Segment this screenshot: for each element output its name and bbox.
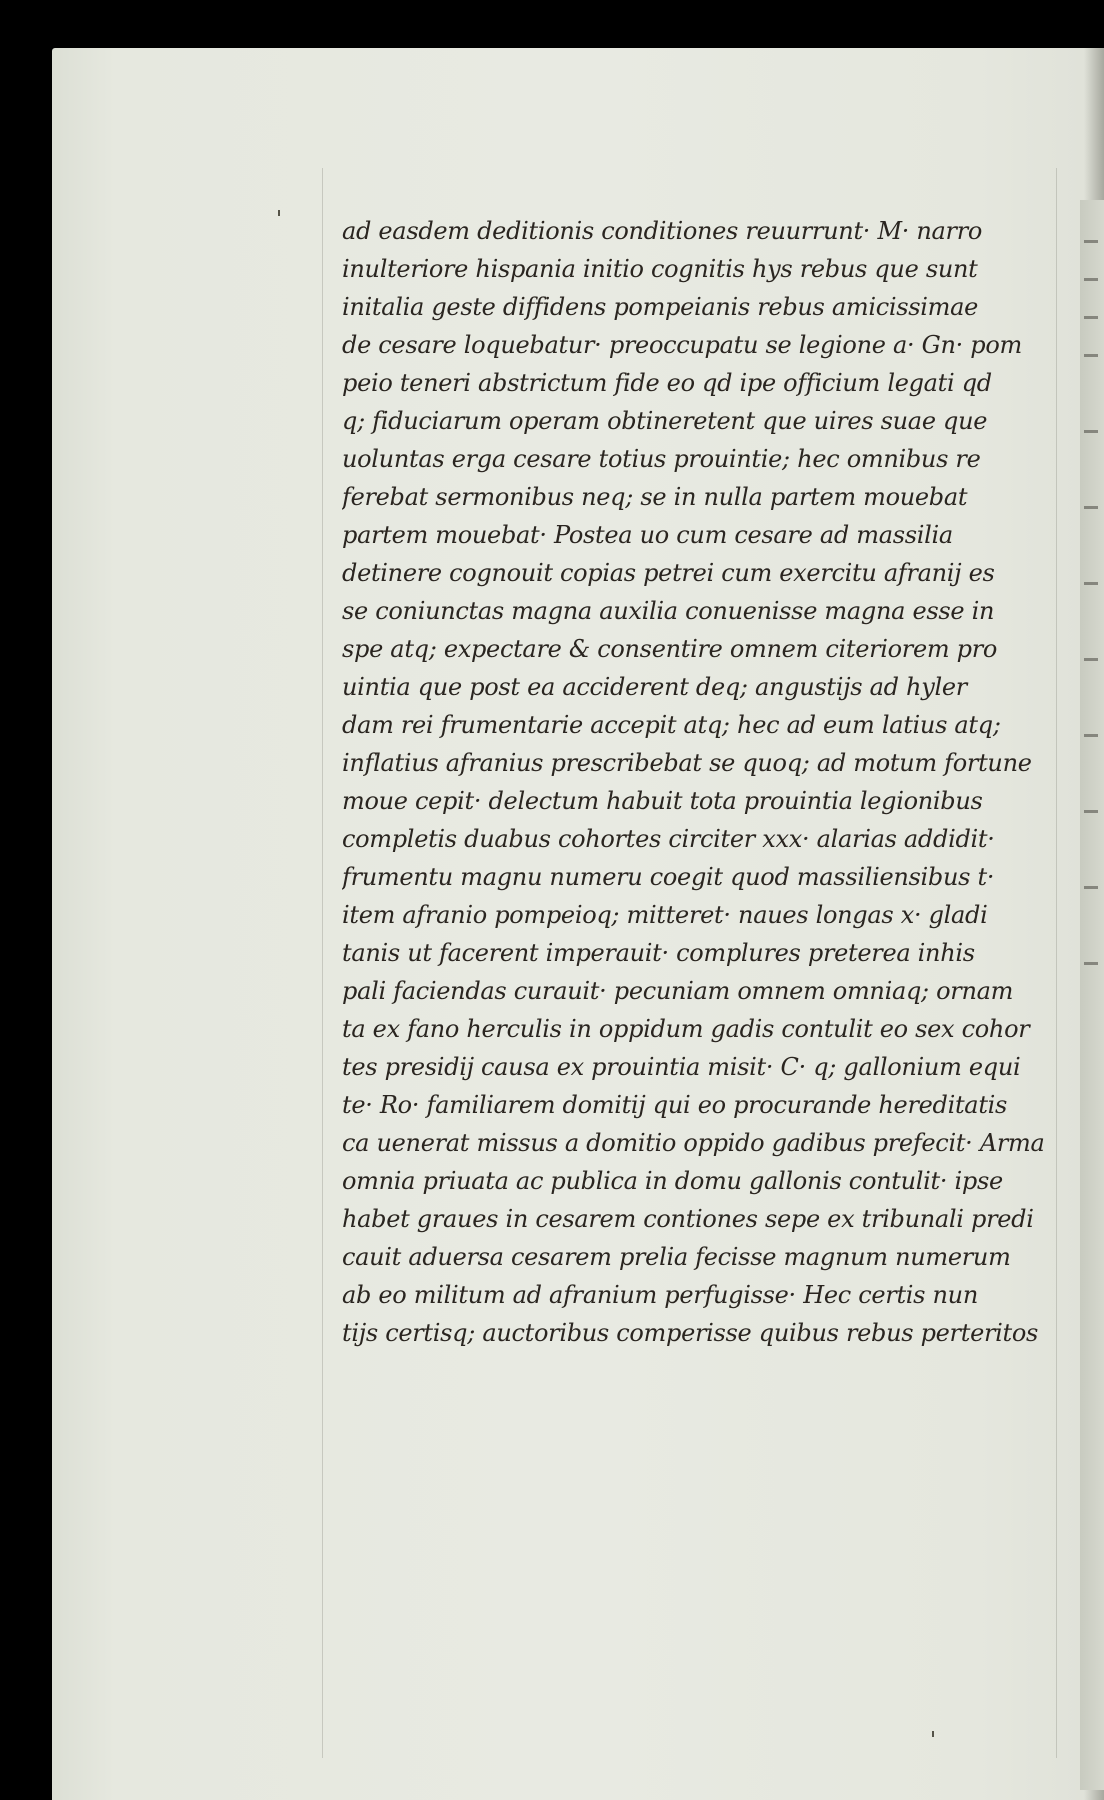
pricking-mark [932,1731,934,1737]
text-line: omnia priuata ac publica in domu gallonis contulit· ipse [342,1167,1003,1195]
text-line: inflatius afranius prescribebat se quoq; ad motum fortune [342,749,1032,777]
text-line: se coniunctas magna auxilia conuenisse magna esse in [342,597,995,625]
text-line: habet graues in cesarem contiones sepe ex tribunali predi [342,1205,1034,1233]
text-line: dam rei frumentarie accepit atq; hec ad eum latius atq; [342,711,1001,739]
text-line: peio teneri abstrictum fide eo qd ipe officium legati qd [342,369,992,397]
pricking-mark [278,210,280,216]
text-line: ferebat sermonibus neq; se in nulla partem mouebat [342,483,968,511]
text-line: ta ex fano herculis in oppidum gadis contulit eo sex cohor [342,1015,1030,1043]
text-line: detinere cognouit copias petrei cum exercitu afranij es [342,559,995,587]
text-line: spe atq; expectare & consentire omnem citeriorem pro [342,635,998,663]
text-line: de cesare loquebatur· preoccupatu se legione a· Gn· pom [342,331,1022,359]
text-line: uoluntas erga cesare totius prouintie; hec omnibus re [342,445,981,473]
text-line: ab eo militum ad afranium perfugisse· Hec certis nun [342,1281,978,1309]
text-line: inulteriore hispania initio cognitis hys rebus que sunt [342,255,978,283]
text-line: initalia geste diffidens pompeianis rebus amicissimae [342,293,979,321]
text-line: cauit aduersa cesarem prelia fecisse magnum numerum [342,1243,1011,1271]
text-line: tijs certisq; auctoribus comperisse quibus rebus perteritos [342,1319,1039,1347]
text-line: item afranio pompeioq; mitteret· naues longas x· gladi [342,901,988,929]
left-ruling-line [322,168,323,1758]
text-line: ad easdem deditionis conditiones reuurrunt· M· narro [342,217,983,245]
text-line: tanis ut facerent imperauit· complures preterea inhis [342,939,975,967]
manuscript-text-block [342,212,1082,1352]
text-line: uintia que post ea acciderent deq; angustijs ad hyler [342,673,967,701]
text-line: ca uenerat missus a domitio oppido gadibus prefecit· Arma [342,1129,1045,1157]
text-line: tes presidij causa ex prouintia misit· C· q; gallonium equi [342,1053,1021,1081]
text-line: moue cepit· delectum habuit tota prouintia legionibus [342,787,983,815]
text-line: completis duabus cohortes circiter xxx· alarias addidit· [342,825,995,853]
text-line: pali faciendas curauit· pecuniam omnem omniaq; ornam [342,977,1014,1005]
text-line: q; fiduciarum operam obtineretent que uires suae que [342,407,988,435]
text-line: frumentu magnu numeru coegit quod massiliensibus t· [342,863,995,891]
next-leaf-edge [1080,200,1104,1790]
text-line: te· Ro· familiarem domitij qui eo procurande hereditatis [342,1091,1008,1119]
text-line: partem mouebat· Postea uo cum cesare ad massilia [342,521,953,549]
